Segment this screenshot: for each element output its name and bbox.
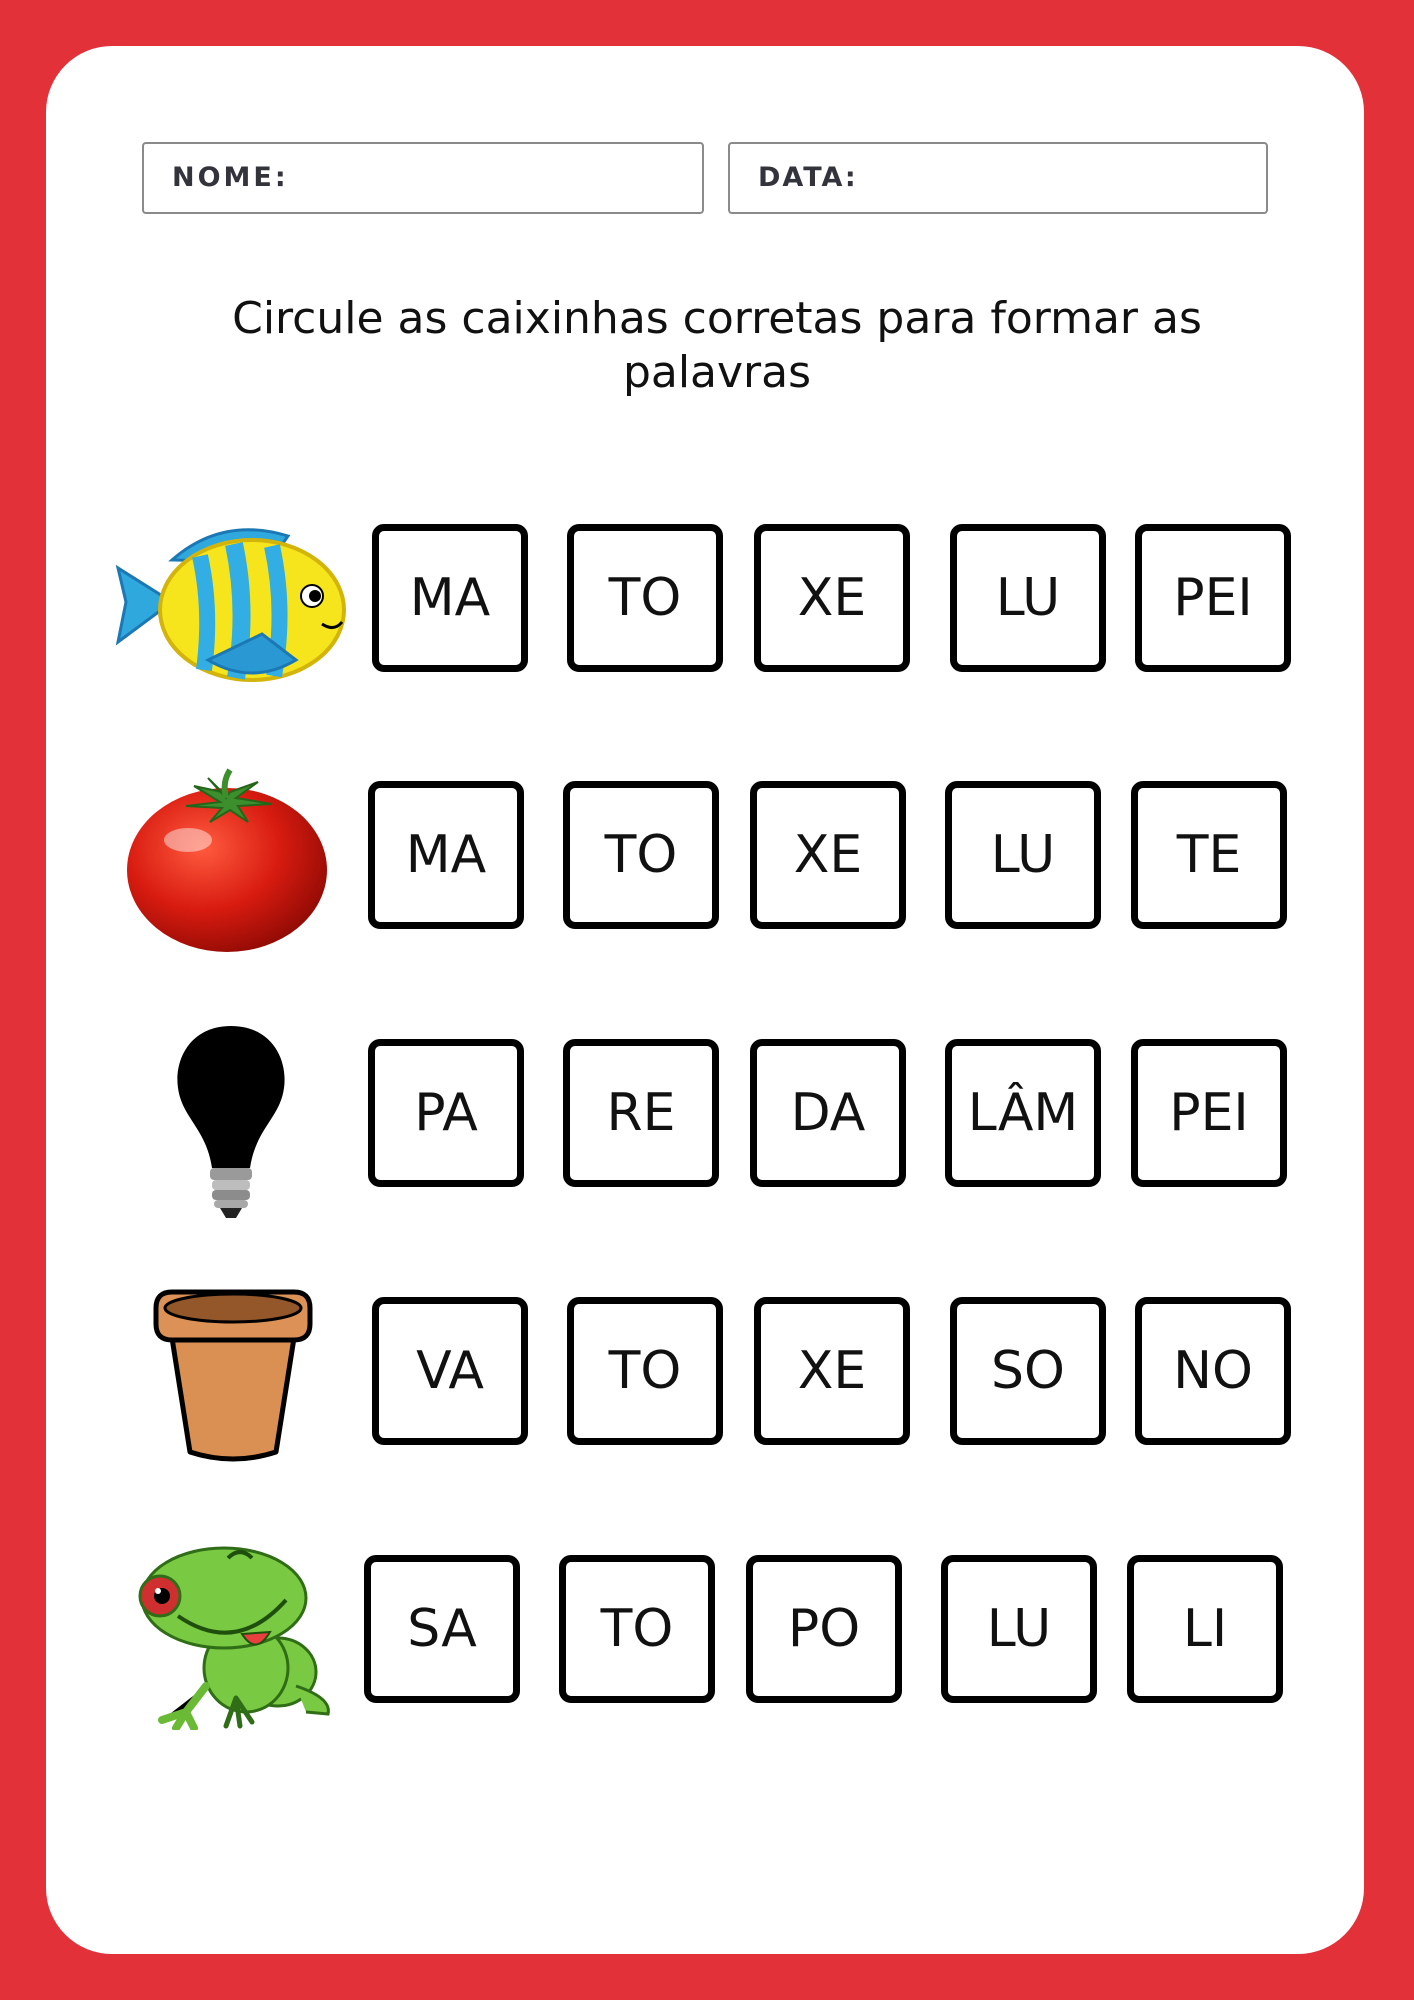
instruction-text: Circule as caixinhas corretas para formar as palavras <box>232 293 1202 398</box>
flower-pot-icon <box>150 1284 316 1464</box>
syllable-box[interactable]: MA <box>368 781 524 929</box>
syllable-box[interactable]: RE <box>563 1039 719 1187</box>
syllable-box[interactable]: XE <box>754 524 910 672</box>
lightbulb-icon <box>172 1022 290 1220</box>
syllable-box[interactable]: VA <box>372 1297 528 1445</box>
syllable-box[interactable]: LÂM <box>945 1039 1101 1187</box>
syllable-box[interactable]: LU <box>945 781 1101 929</box>
name-label: NOME: <box>172 162 289 193</box>
tomato-icon <box>124 764 330 954</box>
syllable-box[interactable]: SA <box>364 1555 520 1703</box>
syllable-box[interactable]: XE <box>754 1297 910 1445</box>
syllable-box[interactable]: PA <box>368 1039 524 1187</box>
frog-icon <box>136 1536 336 1730</box>
syllable-box[interactable]: TO <box>567 524 723 672</box>
syllable-box[interactable]: LU <box>941 1555 1097 1703</box>
date-field[interactable] <box>728 142 1268 214</box>
syllable-box[interactable]: LU <box>950 524 1106 672</box>
syllable-box[interactable]: TE <box>1131 781 1287 929</box>
syllable-box[interactable]: XE <box>750 781 906 929</box>
syllable-box[interactable]: TO <box>567 1297 723 1445</box>
syllable-box[interactable]: LI <box>1127 1555 1283 1703</box>
syllable-box[interactable]: MA <box>372 524 528 672</box>
syllable-box[interactable]: PO <box>746 1555 902 1703</box>
syllable-box[interactable]: PEI <box>1135 524 1291 672</box>
fish-icon <box>112 510 352 690</box>
date-label: DATA: <box>758 162 858 193</box>
name-field[interactable] <box>142 142 704 214</box>
syllable-box[interactable]: NO <box>1135 1297 1291 1445</box>
syllable-box[interactable]: SO <box>950 1297 1106 1445</box>
syllable-box[interactable]: PEI <box>1131 1039 1287 1187</box>
syllable-box[interactable]: DA <box>750 1039 906 1187</box>
syllable-box[interactable]: TO <box>563 781 719 929</box>
syllable-box[interactable]: TO <box>559 1555 715 1703</box>
